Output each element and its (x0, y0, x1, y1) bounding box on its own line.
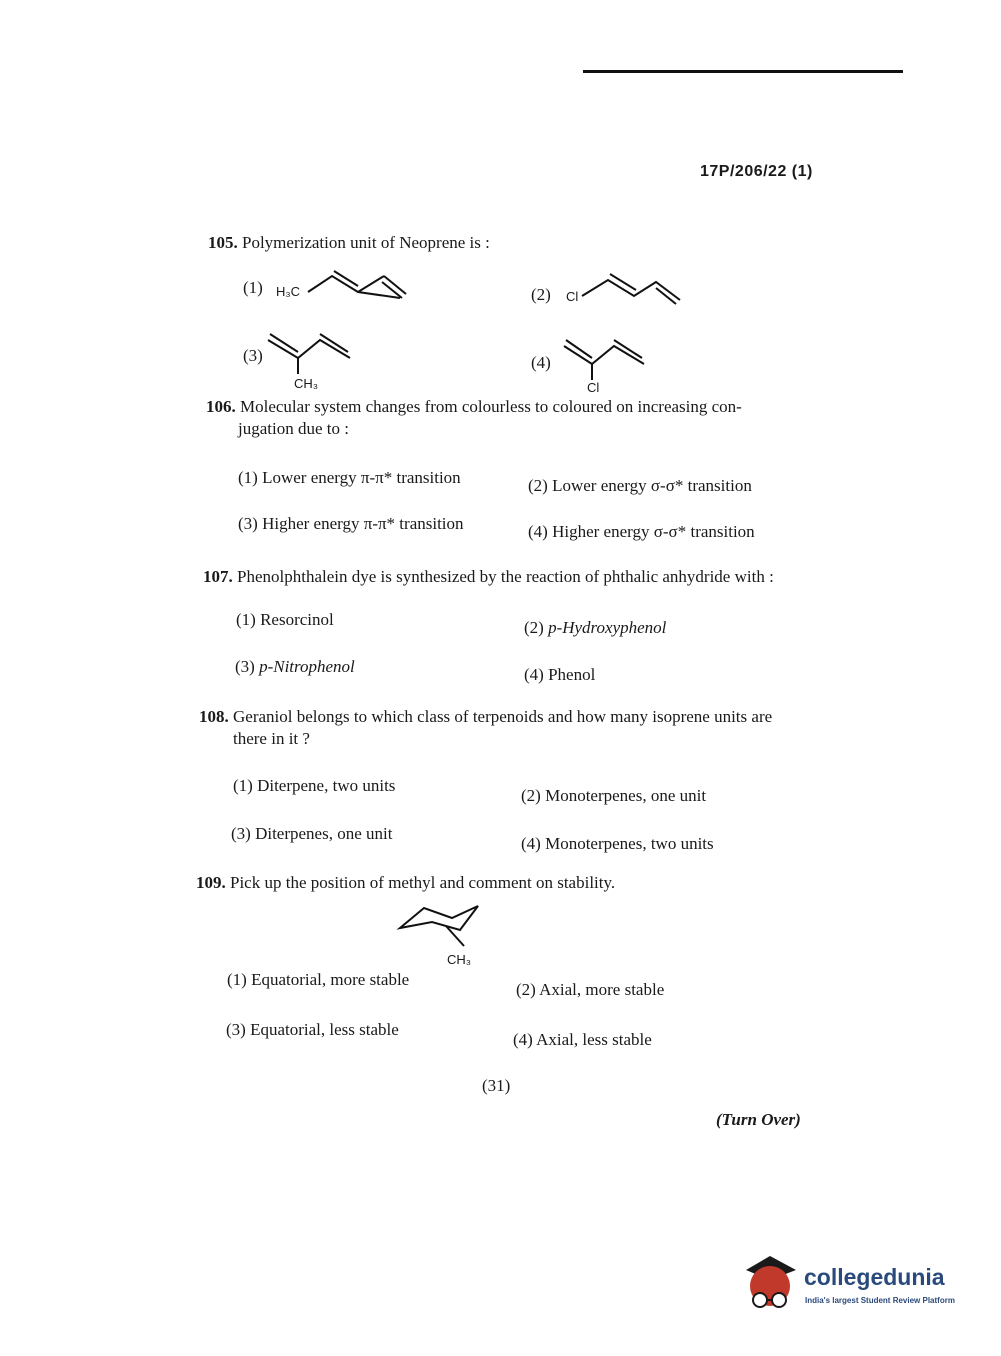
q105-option-2-label: (2) (531, 285, 551, 304)
logo-tagline: India's largest Student Review Platform (805, 1296, 955, 1305)
question-number: 109. (196, 873, 226, 892)
q106-option-2: (2) Lower energy σ-σ* transition (528, 476, 752, 495)
q109-option-3: (3) Equatorial, less stable (226, 1020, 399, 1039)
q106-option-1: (1) Lower energy π-π* transition (238, 468, 461, 487)
question-text: Pick up the position of methyl and comment on stability. (230, 873, 616, 892)
q105-option-4-group: Cl (587, 380, 600, 395)
q105-option-4-structure (564, 336, 648, 382)
question-text-line1: Molecular system changes from colourless to coloured on increasing con- (240, 397, 742, 416)
logo-brand: collegedunia (804, 1264, 945, 1290)
question-number: 108. (199, 707, 229, 726)
question-text-line1: Geraniol belongs to which class of terpenoids and how many isoprene units are (233, 707, 773, 726)
q107-option-4: (4) Phenol (524, 665, 596, 684)
question-number: 105. (208, 233, 238, 252)
q107-option-1: (1) Resorcinol (236, 610, 334, 629)
top-rule (583, 70, 903, 73)
q105-option-4-label: (4) (531, 353, 551, 372)
q105-option-1-structure (308, 268, 408, 302)
q106-option-3: (3) Higher energy π-π* transition (238, 514, 464, 533)
q105-option-2-group: Cl (566, 289, 579, 304)
question-106-line2: jugation due to : (238, 419, 349, 438)
question-number: 107. (203, 567, 233, 586)
q109-option-2: (2) Axial, more stable (516, 980, 665, 999)
q108-option-3: (3) Diterpenes, one unit (231, 824, 393, 843)
paper-code: 17P/206/22 (1) (700, 163, 813, 180)
q109-cyclohexane-structure (398, 902, 482, 950)
question-106 (206, 396, 742, 418)
question-105 (208, 232, 490, 254)
q105-option-3-structure (268, 330, 352, 376)
q107-option-2: (2) p-Hydroxyphenol (524, 618, 667, 637)
q108-option-4: (4) Monoterpenes, two units (521, 834, 714, 853)
q109-option-4: (4) Axial, less stable (513, 1030, 652, 1049)
page-number: (31) (482, 1076, 511, 1095)
question-108-line2: there in it ? (233, 729, 310, 748)
question-text: Polymerization unit of Neoprene is : (242, 233, 490, 252)
question-107 (203, 566, 774, 588)
q109-option-1: (1) Equatorial, more stable (227, 970, 410, 989)
q105-option-3-group: CH₃ (294, 376, 319, 391)
question-108 (199, 706, 772, 728)
q106-option-4: (4) Higher energy σ-σ* transition (528, 522, 755, 541)
q108-option-2: (2) Monoterpenes, one unit (521, 786, 707, 805)
question-number: 106. (206, 397, 236, 416)
q105-option-2-structure (582, 272, 682, 306)
question-109 (196, 872, 615, 894)
q108-option-1: (1) Diterpene, two units (233, 776, 396, 795)
q107-option-3: (3) p-Nitrophenol (235, 657, 355, 676)
q105-option-3-label: (3) (243, 346, 263, 365)
question-text: Phenolphthalein dye is synthesized by the reaction of phthalic anhydride with : (237, 567, 774, 586)
q105-option-1-label: (1) (243, 278, 263, 297)
q109-group: CH₃ (447, 952, 472, 967)
q105-option-1-group: H₃C (276, 284, 301, 299)
turn-over-note: (Turn Over) (716, 1110, 801, 1129)
